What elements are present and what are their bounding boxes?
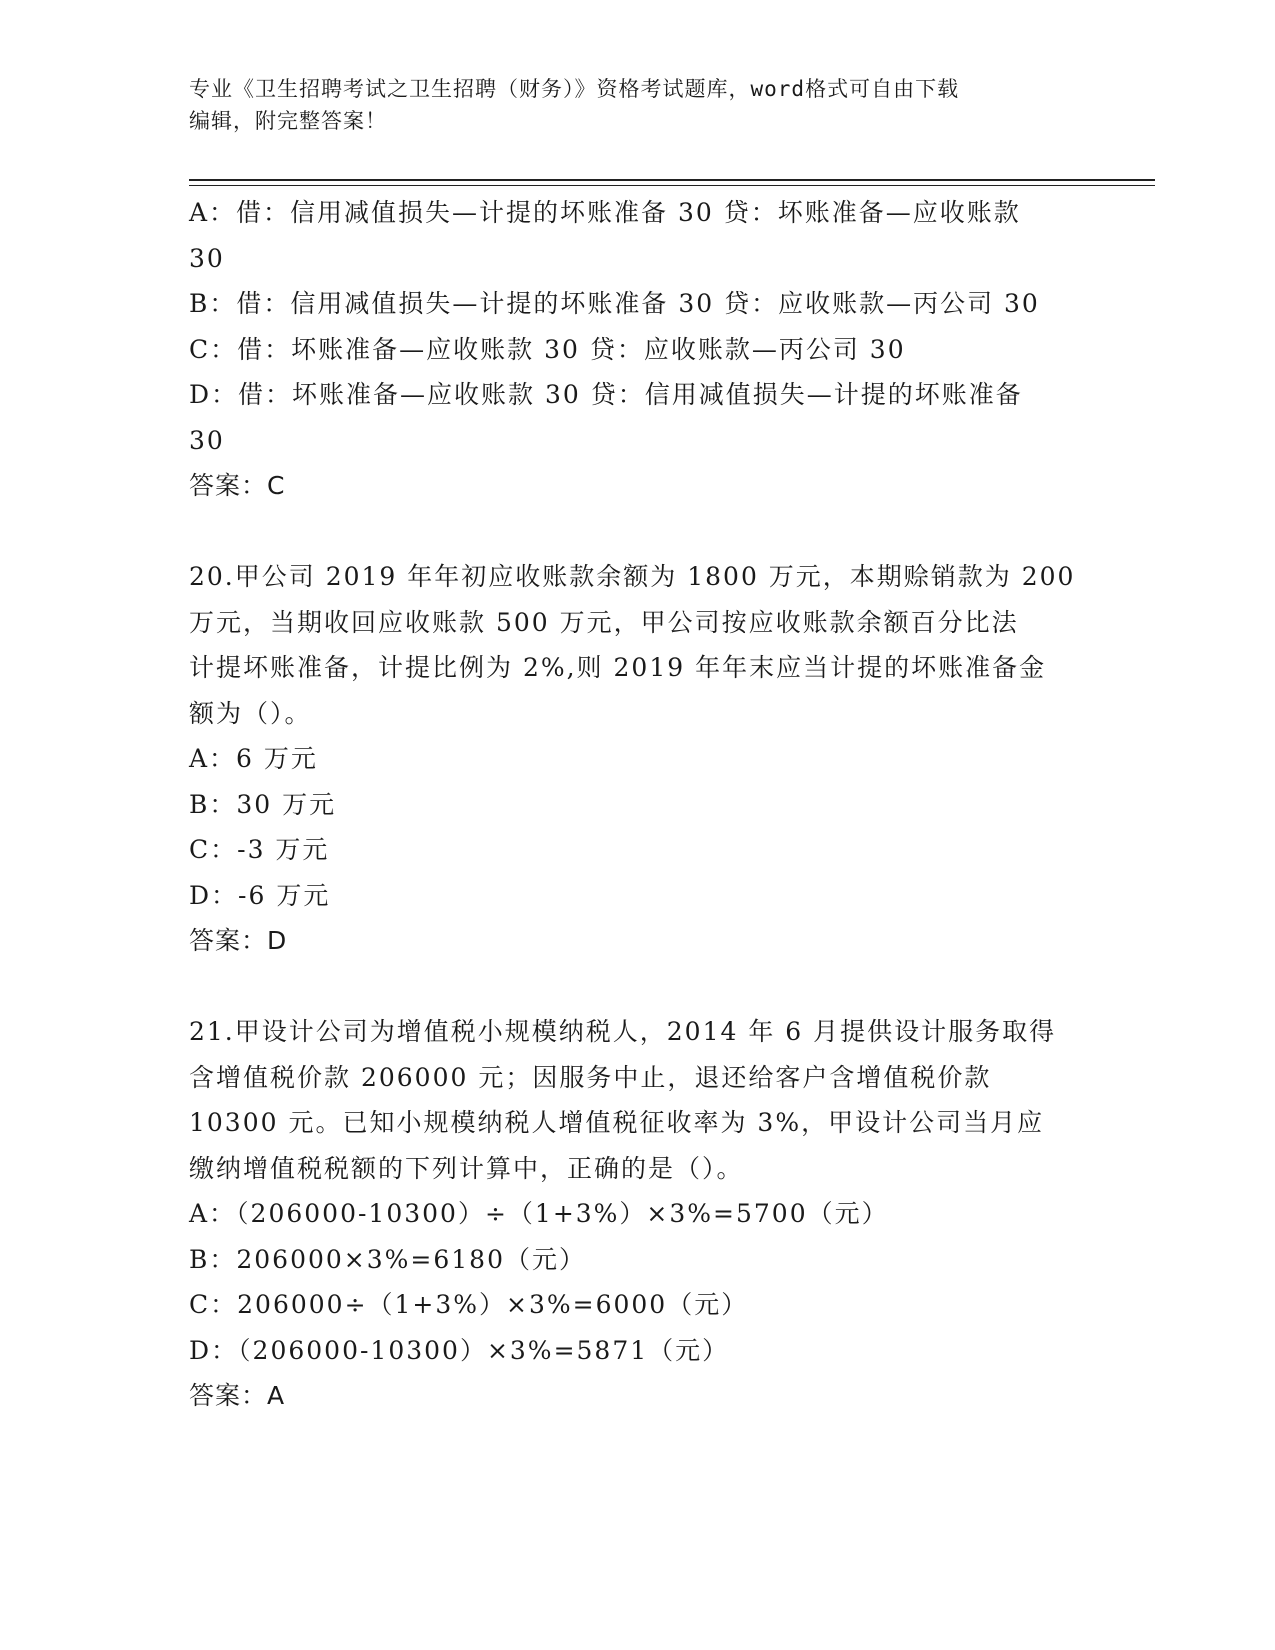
option-c: C：借：坏账准备—应收账款 30 贷：应收账款—丙公司 30	[189, 334, 906, 364]
option-a-line-1: A：借：信用减值损失—计提的坏账准备 30 贷：坏账准备—应收账款	[189, 198, 1021, 227]
option-b: B：206000×3%=6180（元）	[189, 1244, 586, 1274]
question-stem-line: 额为（）。	[189, 698, 312, 728]
question-21	[189, 1009, 1089, 1419]
option-b: B：30 万元	[189, 789, 337, 819]
option-b: B：借：信用减值损失—计提的坏账准备 30 贷：应收账款—丙公司 30	[189, 289, 1040, 318]
spacer	[189, 964, 1089, 1010]
answer: 答案：A	[189, 1381, 286, 1410]
option-d: D：-6 万元	[189, 880, 331, 910]
option-a-line-2: 30	[189, 243, 225, 273]
question-stem-line: 含增值税价款 206000 元；因服务中止，退还给客户含增值税价款	[189, 1062, 992, 1092]
question-stem-line: 21.甲设计公司为增值税小规模纳税人，2014 年 6 月提供设计服务取得	[189, 1017, 1057, 1046]
option-c: C：206000÷（1+3%）×3%=6000（元）	[189, 1290, 749, 1319]
option-a: A：6 万元	[189, 744, 318, 773]
option-c: C：-3 万元	[189, 835, 330, 864]
header-rule-thick	[189, 179, 1155, 181]
option-d: D：（206000-10300）×3%=5871（元）	[189, 1335, 730, 1365]
header-line-1: 专业《卫生招聘考试之卫生招聘（财务）》资格考试题库，word格式可自由下载	[189, 77, 960, 101]
spacer	[189, 509, 1089, 555]
question-stem-line: 缴纳增值税税额的下列计算中，正确的是（）。	[189, 1153, 744, 1183]
answer: 答案：D	[189, 926, 288, 955]
question-19	[189, 190, 1089, 509]
header-line-2: 编辑，附完整答案！	[189, 109, 387, 133]
document-header	[189, 73, 1069, 137]
question-stem-line: 万元，当期收回应收账款 500 万元，甲公司按应收账款余额百分比法	[189, 607, 1019, 637]
option-d-line-1: D：借：坏账准备—应收账款 30 贷：信用减值损失—计提的坏账准备	[189, 380, 1023, 409]
question-stem-line: 计提坏账准备，计提比例为 2%,则 2019 年年末应当计提的坏账准备金	[189, 653, 1047, 682]
question-20	[189, 554, 1089, 964]
question-stem-line: 10300 元。已知小规模纳税人增值税征收率为 3%，甲设计公司当月应	[189, 1108, 1045, 1137]
document-body	[189, 190, 1089, 1419]
option-d-line-2: 30	[189, 425, 225, 455]
option-a: A：（206000-10300）÷（1+3%）×3%=5700（元）	[189, 1199, 889, 1228]
header-rule-thin	[189, 185, 1155, 186]
question-stem-line: 20.甲公司 2019 年年初应收账款余额为 1800 万元，本期赊销款为 200	[189, 562, 1076, 591]
answer: 答案：C	[189, 471, 286, 500]
